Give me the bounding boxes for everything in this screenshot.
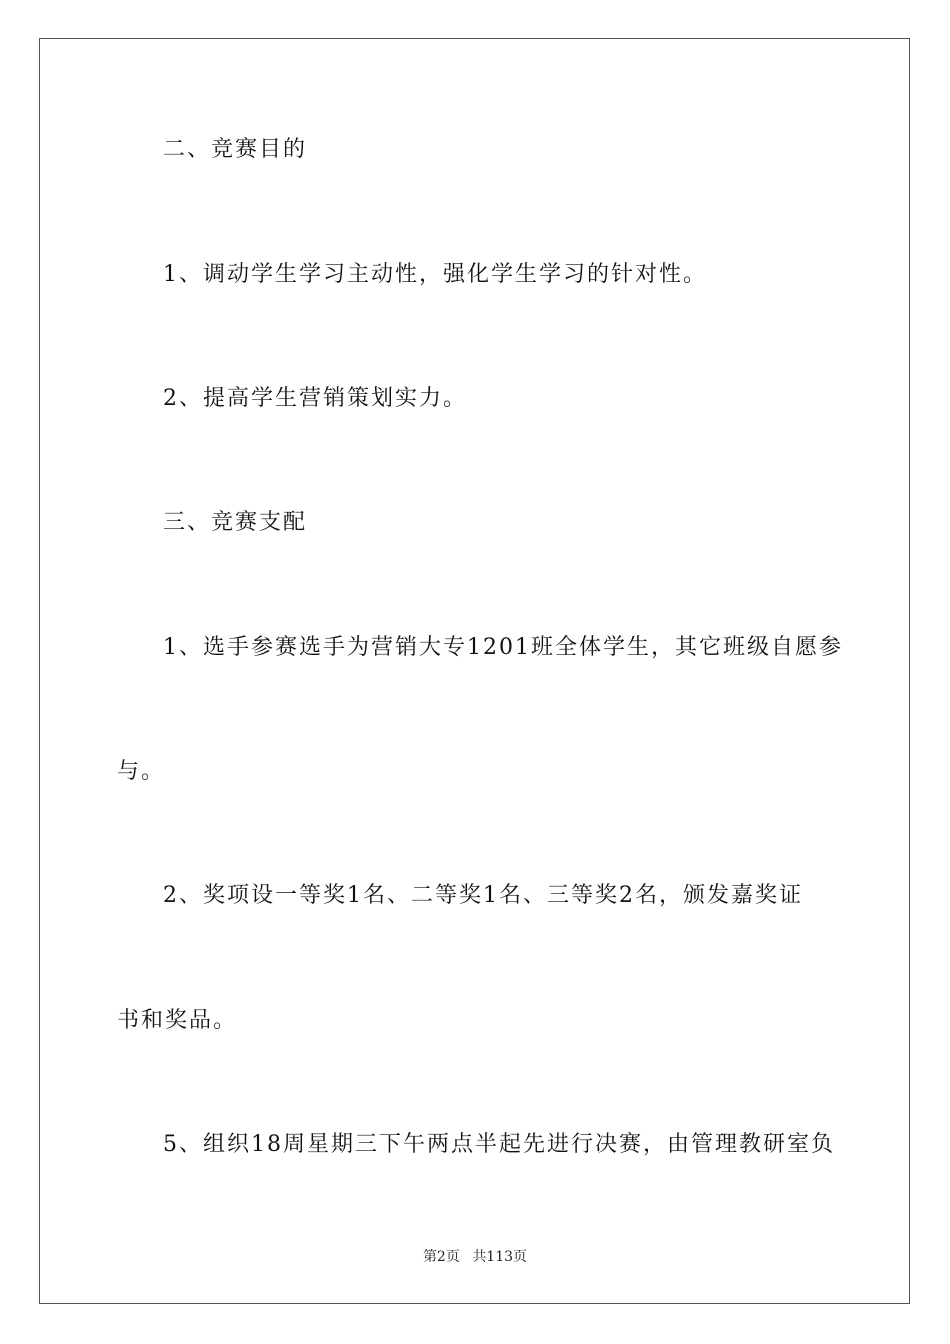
section-heading-3: 三、竞赛支配: [163, 510, 308, 535]
page-frame: [39, 38, 910, 1304]
paragraph-line: 与。: [117, 759, 166, 784]
section-heading-2: 二、竞赛目的: [163, 137, 308, 162]
paragraph-line: 5、组织18周星期三下午两点半起先进行决赛，由管理教研室负: [163, 1132, 835, 1157]
page-footer: [0, 1247, 950, 1267]
page-number: 第2页: [422, 1249, 460, 1265]
paragraph-line: 书和奖品。: [117, 1008, 238, 1033]
paragraph-line: 2、奖项设一等奖1名、二等奖1名、三等奖2名，颁发嘉奖证: [163, 883, 803, 908]
paragraph-line: 2、提高学生营销策划实力。: [163, 386, 467, 411]
paragraph-line: 1、选手参赛选手为营销大专1201班全体学生，其它班级自愿参: [163, 635, 843, 660]
paragraph-line: 1、调动学生学习主动性，强化学生学习的针对性。: [163, 262, 707, 287]
page-total: 共113页: [472, 1249, 528, 1265]
